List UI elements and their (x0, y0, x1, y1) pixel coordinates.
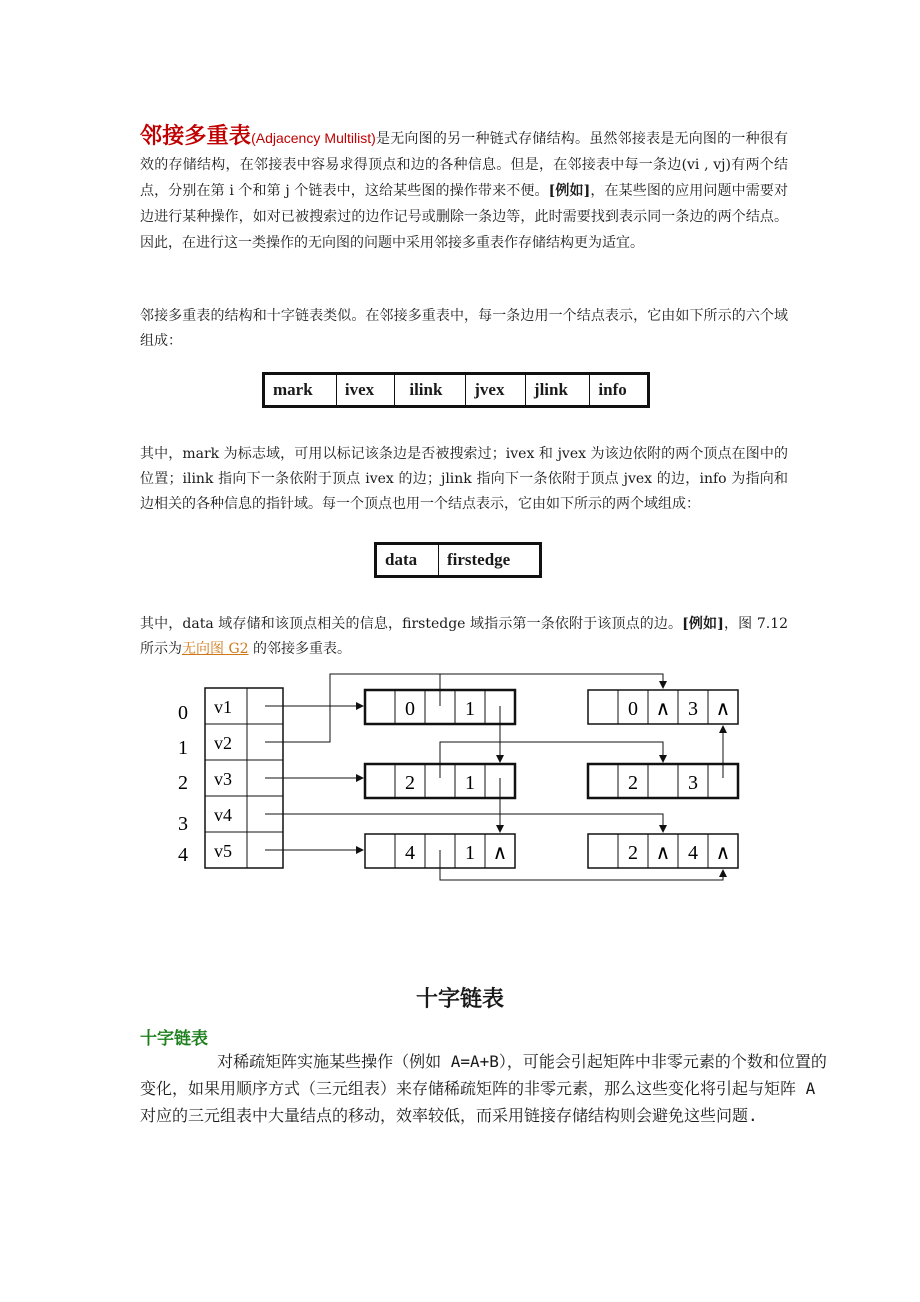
intro-paragraph: 邻接多重表(Adjacency Multilist)是无向图的另一种链式存储结构。虽然邻接表是无向图的一种很有效的存储结构，在邻接表中容易求得顶点和边的各种信息。但是，在邻接表中每一条边(vi , vj)有两个结点，分别在第 i 个和第 j 个链表中，这给某些图的操作带来不便。[例如]，在某些图的应用问题中需要对边进行某种操作，如对已被搜索过的边作记号或删除一条边等，此时需要找到表示同一条边的两个结点。因此，在进行这一类操作的无向图的问题中采用邻接多重表作存储结构更为适宜。 (140, 124, 789, 251)
graph-g2-link[interactable]: 无向图 G2 (182, 641, 249, 657)
example-tag: [例如] (548, 183, 591, 199)
index-label: 2 (178, 772, 188, 794)
null-pointer: ∧ (715, 842, 731, 864)
index-label: 0 (178, 702, 188, 724)
structure-paragraph: 邻接多重表的结构和十字链表类似。在邻接多重表中，每一条边用一个结点表示，它由如下所示的六个域组成： (140, 308, 788, 349)
subsection-title: 十字链表 (140, 1029, 208, 1049)
jvex-value: 1 (465, 698, 475, 720)
vertex-v4: v4 (214, 805, 232, 825)
field-ivex: ivex (336, 374, 394, 407)
adjacency-multilist-title: 邻接多重表 (140, 124, 252, 149)
field-ilink: ilink (395, 374, 466, 407)
ivex-value: 4 (405, 842, 415, 864)
adjacency-multilist-english: (Adjacency Multilist) (251, 130, 376, 146)
vertex-index-labels (178, 702, 188, 866)
vertex-labels (214, 697, 232, 861)
ivex-value: 0 (628, 698, 638, 720)
edge-node (588, 764, 738, 798)
ivex-value: 2 (628, 842, 638, 864)
edge-node-fields (262, 372, 650, 408)
vertex-description: 其中，data 域存储和该顶点相关的信息，firstedge 域指示第一条依附于该顶点的边。[例如]，图 7.12 所示为无向图 G2 的邻接多重表。 (140, 616, 789, 657)
null-pointer: ∧ (655, 842, 671, 864)
field-description: 其中，mark 为标志域，可用以标记该条边是否被搜索过；ivex 和 jvex 为该边依附的两个顶点在图中的位置；ilink 指向下一条依附于顶点 ivex 的边；jlink 指向下一条依附于顶点 jvex 的边，info 为指向和边相关的各种信息的指针域。每一个顶点也用一个结点表示，它由如下所示的两个域组成： (140, 446, 788, 512)
jvex-value: 3 (688, 772, 698, 794)
jvex-value: 4 (688, 842, 698, 864)
ivex-value: 2 (628, 772, 638, 794)
field-mark: mark (264, 374, 337, 407)
ivex-value: 0 (405, 698, 415, 720)
vertex-v1: v1 (214, 697, 232, 717)
field-firstedge: firstedge (438, 544, 540, 577)
index-label: 4 (178, 844, 188, 866)
vertex-node-fields (374, 542, 542, 578)
ivex-value: 2 (405, 772, 415, 794)
null-pointer: ∧ (715, 698, 731, 720)
null-pointer: ∧ (655, 698, 671, 720)
vertex-v5: v5 (214, 841, 232, 861)
field-data: data (376, 544, 439, 577)
example-tag-2: [例如] (682, 616, 724, 632)
vertex-v2: v2 (214, 733, 232, 753)
field-info: info (590, 374, 649, 407)
index-label: 3 (178, 813, 188, 835)
section-title: 十字链表 (415, 987, 504, 1012)
jvex-value: 1 (465, 842, 475, 864)
null-pointer: ∧ (492, 842, 508, 864)
field-jvex: jvex (466, 374, 526, 407)
jvex-value: 1 (465, 772, 475, 794)
orthogonal-list-paragraph: 对稀疏矩阵实施某些操作（例如 A=A+B），可能会引起矩阵中非零元素的个数和位置的变化，如果用顺序方式（三元组表）来存储稀疏矩阵的非零元素，那么这些变化将引起与矩阵 A 对应的三元组表中大量结点的移动，效率较低，而采用链接存储结构则会避免这些问题. (140, 1052, 827, 1125)
index-label: 1 (178, 737, 188, 759)
vertex-v3: v3 (214, 769, 232, 789)
jvex-value: 3 (688, 698, 698, 720)
field-jlink: jlink (525, 374, 589, 407)
adjacency-multilist-diagram (170, 668, 770, 898)
